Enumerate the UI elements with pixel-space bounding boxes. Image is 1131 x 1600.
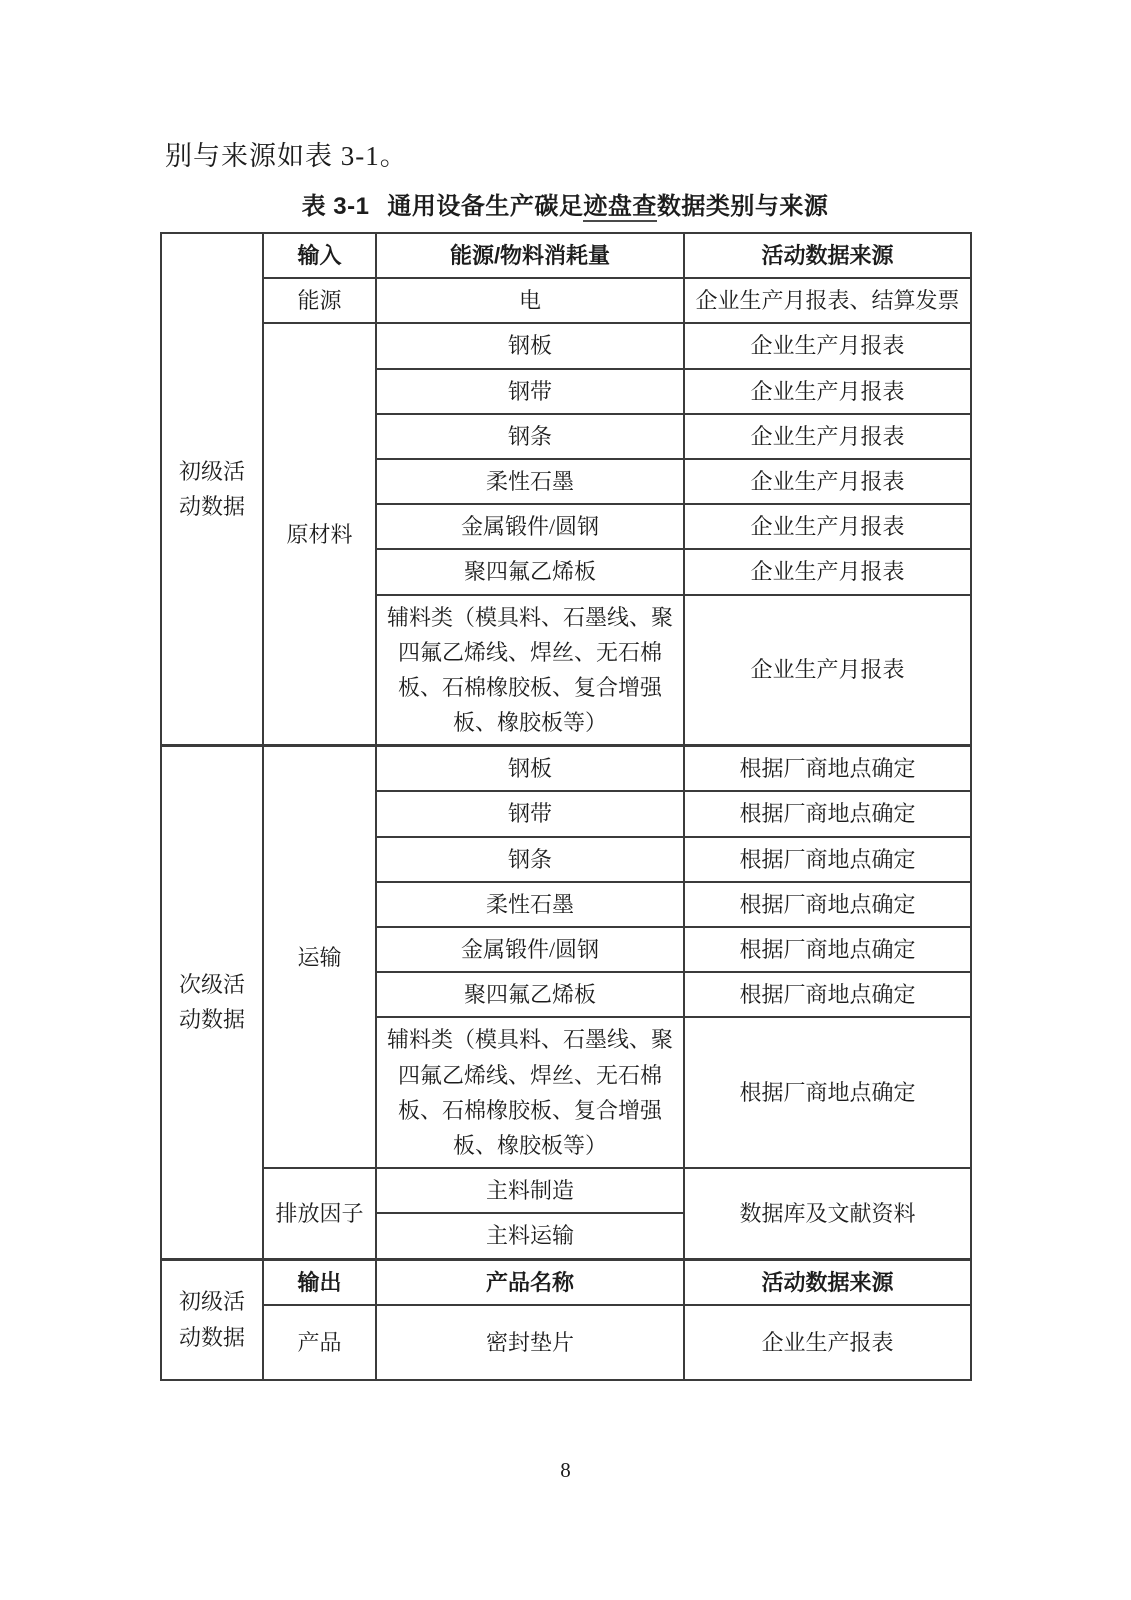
output-header-row (161, 1259, 971, 1305)
header-product-name: 产品名称 (376, 1259, 684, 1305)
table-caption-title-pre: 通用设备生产碳足 (387, 193, 584, 220)
material-item-cell: 钢板 (376, 323, 684, 368)
material-item-cell: 钢条 (376, 414, 684, 459)
material-source-cell: 企业生产月报表 (684, 504, 971, 549)
transport-item-cell: 辅料类（模具料、石墨线、聚四氟乙烯线、焊丝、无石棉板、石棉橡胶板、复合增强板、橡胶板等） (376, 1017, 684, 1168)
product-category-cell: 产品 (263, 1305, 376, 1380)
transport-item-cell: 钢带 (376, 791, 684, 836)
emission-factor-row (161, 1168, 971, 1213)
header-consumption: 能源/物料消耗量 (376, 233, 684, 278)
page-number: 8 (560, 1458, 571, 1482)
material-source-cell: 企业生产月报表 (684, 414, 971, 459)
product-item-cell: 密封垫片 (376, 1305, 684, 1380)
transport-item-cell: 聚四氟乙烯板 (376, 972, 684, 1017)
emission-item-cell: 主料制造 (376, 1168, 684, 1213)
group-cell-output: 初级活动数据 (161, 1259, 263, 1380)
table-caption (160, 186, 970, 221)
transport-item-cell: 钢条 (376, 837, 684, 882)
transport-item-cell: 金属锻件/圆钢 (376, 927, 684, 972)
raw-material-row (161, 323, 971, 368)
header-input: 输入 (263, 233, 376, 278)
transport-category-cell: 运输 (263, 746, 376, 1168)
header-output-source: 活动数据来源 (684, 1259, 971, 1305)
energy-source-cell: 企业生产月报表、结算发票 (684, 278, 971, 323)
transport-source-cell: 根据厂商地点确定 (684, 972, 971, 1017)
product-row (161, 1305, 971, 1380)
transport-source-cell: 根据厂商地点确定 (684, 1017, 971, 1168)
table-caption-title-underlined: 迹盘查 (583, 193, 657, 220)
transport-source-cell: 根据厂商地点确定 (684, 927, 971, 972)
product-source-cell: 企业生产报表 (684, 1305, 971, 1380)
material-source-cell: 企业生产月报表 (684, 459, 971, 504)
table-caption-title-post: 数据类别与来源 (656, 193, 829, 220)
energy-item-cell: 电 (376, 278, 684, 323)
energy-row (161, 278, 971, 323)
header-output: 输出 (263, 1259, 376, 1305)
emission-source-cell: 数据库及文献资料 (684, 1168, 971, 1259)
material-item-cell: 金属锻件/圆钢 (376, 504, 684, 549)
transport-source-cell: 根据厂商地点确定 (684, 746, 971, 792)
material-source-cell: 企业生产月报表 (684, 323, 971, 368)
material-source-cell: 企业生产月报表 (684, 549, 971, 594)
transport-source-cell: 根据厂商地点确定 (684, 882, 971, 927)
group-cell-primary: 初级活动数据 (161, 233, 263, 746)
material-item-cell: 辅料类（模具料、石墨线、聚四氟乙烯线、焊丝、无石棉板、石棉橡胶板、复合增强板、橡胶板等） (376, 595, 684, 746)
material-source-cell: 企业生产月报表 (684, 369, 971, 414)
emission-item-cell: 主料运输 (376, 1213, 684, 1259)
material-source-cell: 企业生产月报表 (684, 595, 971, 746)
table-caption-number: 表 3-1 (301, 193, 370, 220)
intro-text: 别与来源如表 3-1。 (165, 141, 408, 171)
group-cell-secondary: 次级活动数据 (161, 746, 263, 1259)
input-header-row (161, 233, 971, 278)
material-item-cell: 柔性石墨 (376, 459, 684, 504)
transport-item-cell: 柔性石墨 (376, 882, 684, 927)
energy-category-cell: 能源 (263, 278, 376, 323)
header-activity-source: 活动数据来源 (684, 233, 971, 278)
material-item-cell: 聚四氟乙烯板 (376, 549, 684, 594)
transport-row (161, 746, 971, 792)
material-item-cell: 钢带 (376, 369, 684, 414)
raw-material-category-cell: 原材料 (263, 323, 376, 745)
transport-source-cell: 根据厂商地点确定 (684, 837, 971, 882)
transport-item-cell: 钢板 (376, 746, 684, 792)
emission-factor-category-cell: 排放因子 (263, 1168, 376, 1259)
data-source-table (160, 232, 972, 1381)
transport-source-cell: 根据厂商地点确定 (684, 791, 971, 836)
